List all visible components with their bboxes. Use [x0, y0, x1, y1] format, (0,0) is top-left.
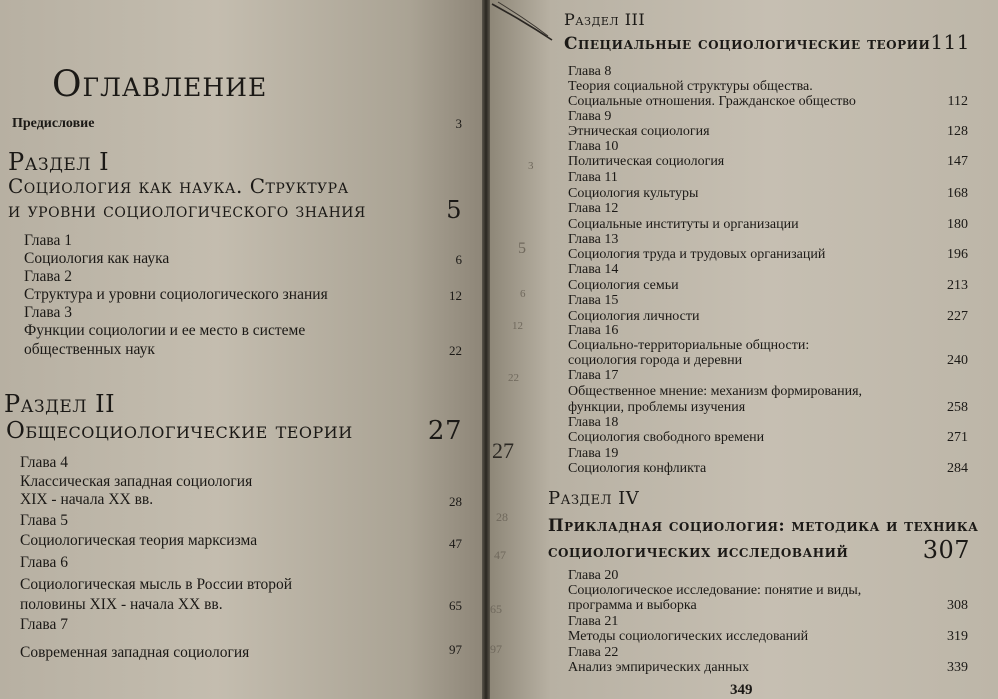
chapter-7-title: Современная западная социология	[20, 644, 250, 661]
chapter-18-title: Социология свободного времени	[568, 430, 765, 445]
chapter-11-page: 168	[947, 186, 968, 201]
book-gutter	[482, 0, 490, 699]
chapter-11-title: Социология культуры	[568, 186, 699, 201]
chapter-6-page: 65	[449, 598, 462, 613]
chapter-4-page: 28	[449, 494, 462, 509]
chapter-2-label: Глава 2	[24, 268, 73, 285]
chapter-3-label: Глава 3	[24, 304, 73, 321]
chapter-9-label: Глава 9	[568, 109, 612, 124]
section-3-page: 111	[930, 30, 970, 54]
chapter-16-label: Глава 16	[568, 323, 619, 338]
section-1-page: 5	[446, 196, 462, 224]
ghost-number: 47	[494, 548, 506, 562]
chapter-19-page: 284	[947, 461, 968, 476]
chapter-14-page: 213	[947, 278, 968, 293]
section-1-title-line2: и уровни социологического знания	[8, 198, 366, 222]
chapter-10-title: Политическая социология	[568, 154, 725, 169]
chapter-20-label: Глава 20	[568, 568, 619, 583]
chapter-15-page: 227	[947, 309, 968, 324]
pen-stroke-mark	[490, 0, 560, 46]
chapter-4-title-line1: Классическая западная социология	[20, 473, 253, 490]
chapter-20-page: 308	[947, 598, 968, 613]
ghost-number: 22	[508, 372, 519, 384]
section-1-title-line1: Социология как наука. Структура	[8, 174, 349, 198]
section-2-title: Общесоциологические теории	[6, 418, 353, 444]
chapter-6-title-line2: половины XIX - начала XX вв.	[20, 596, 223, 613]
chapter-6-label: Глава 6	[20, 554, 69, 571]
chapter-4-label: Глава 4	[20, 454, 69, 471]
chapter-15-label: Глава 15	[568, 293, 619, 308]
chapter-6-title-line1: Социологическая мысль в России второй	[20, 576, 293, 593]
section-2-page: 27	[427, 416, 462, 446]
chapter-12-title: Социальные институты и организации	[568, 217, 799, 232]
chapter-19-label: Глава 19	[568, 446, 619, 461]
chapter-17-title-line2: функции, проблемы изучения	[568, 400, 746, 415]
chapter-5-label: Глава 5	[20, 512, 69, 529]
chapter-3-title-line2: общественных наук	[24, 341, 155, 358]
ghost-number: 5	[518, 240, 526, 257]
chapter-22-title: Анализ эмпирических данных	[568, 660, 750, 675]
ghost-number: 28	[496, 510, 508, 524]
chapter-4-title-line2: XIX - начала XX вв.	[20, 491, 154, 508]
chapter-7-page: 97	[449, 642, 462, 657]
chapter-9-title: Этническая социология	[568, 124, 710, 139]
chapter-21-title: Методы социологических исследований	[568, 629, 809, 644]
chapter-17-page: 258	[947, 400, 968, 415]
chapter-1-page: 6	[455, 252, 462, 267]
chapter-8-title-line2: Социальные отношения. Гражданское общество	[568, 94, 856, 109]
preface-label: Предисловие	[12, 116, 95, 131]
chapter-2-page: 12	[449, 288, 462, 303]
section-4-title-line2: социологических исследований	[548, 542, 849, 561]
chapter-3-title-line1: Функции социологии и ее место в системе	[24, 322, 306, 339]
chapter-13-label: Глава 13	[568, 232, 619, 247]
section-2-label: Раздел II	[4, 390, 116, 418]
chapter-8-label: Глава 8	[568, 64, 612, 79]
ghost-number: 6	[520, 288, 526, 300]
chapter-8-page: 112	[947, 94, 968, 109]
ghost-number: 97	[490, 642, 502, 656]
chapter-1-title: Социология как наука	[24, 250, 170, 267]
left-page	[0, 0, 482, 699]
chapter-11-label: Глава 11	[568, 170, 618, 185]
section-4-title-line1: Прикладная социология: методика и техника	[548, 516, 979, 535]
chapter-21-page: 319	[947, 629, 968, 644]
ghost-number: 65	[490, 602, 502, 616]
chapter-14-label: Глава 14	[568, 262, 619, 277]
right-page	[490, 0, 998, 699]
chapter-5-page: 47	[449, 536, 462, 551]
section-1-label: Раздел I	[8, 148, 110, 176]
chapter-7-label: Глава 7	[20, 616, 69, 633]
chapter-21-label: Глава 21	[568, 614, 619, 629]
chapter-8-title-line1: Теория социальной структуры общества.	[568, 79, 813, 94]
ghost-number: 3	[528, 160, 534, 172]
chapter-20-title-line1: Социологическое исследование: понятие и виды,	[568, 583, 862, 598]
chapter-18-label: Глава 18	[568, 415, 619, 430]
toc-title: Оглавление	[52, 64, 268, 105]
chapter-5-title: Социологическая теория марксизма	[20, 532, 258, 549]
chapter-10-label: Глава 10	[568, 139, 619, 154]
section-3-label: Раздел III	[564, 10, 646, 29]
chapter-9-page: 128	[947, 124, 968, 139]
chapter-10-page: 147	[947, 154, 968, 169]
ghost-number: 12	[512, 320, 523, 332]
chapter-18-page: 271	[947, 430, 968, 445]
chapter-13-page: 196	[947, 247, 968, 262]
section-4-label: Раздел IV	[548, 488, 640, 509]
chapter-13-title: Социология труда и трудовых организаций	[568, 247, 826, 262]
chapter-12-page: 180	[947, 217, 968, 232]
section-3-title: Специальные социологические теории	[564, 34, 931, 54]
preface-page: 3	[455, 116, 462, 131]
section-4-page: 307	[922, 536, 970, 564]
chapter-20-title-line2: программа и выборка	[568, 598, 697, 613]
chapter-17-title-line1: Общественное мнение: механизм формирования,	[568, 384, 863, 399]
chapter-22-label: Глава 22	[568, 645, 619, 660]
chapter-16-page: 240	[947, 353, 968, 368]
chapter-3-page: 22	[449, 343, 462, 358]
chapter-12-label: Глава 12	[568, 201, 619, 216]
page-folio: 349	[730, 682, 753, 698]
chapter-19-title: Социология конфликта	[568, 461, 707, 476]
chapter-17-label: Глава 17	[568, 368, 619, 383]
chapter-1-label: Глава 1	[24, 232, 73, 249]
chapter-16-title-line1: Социально-территориальные общности:	[568, 338, 810, 353]
chapter-14-title: Социология семьи	[568, 278, 679, 293]
ghost-number: 27	[492, 438, 514, 463]
chapter-16-title-line2: социология города и деревни	[568, 353, 743, 368]
chapter-15-title: Социология личности	[568, 309, 700, 324]
chapter-22-page: 339	[947, 660, 968, 675]
chapter-2-title: Структура и уровни социологического знания	[24, 286, 328, 303]
